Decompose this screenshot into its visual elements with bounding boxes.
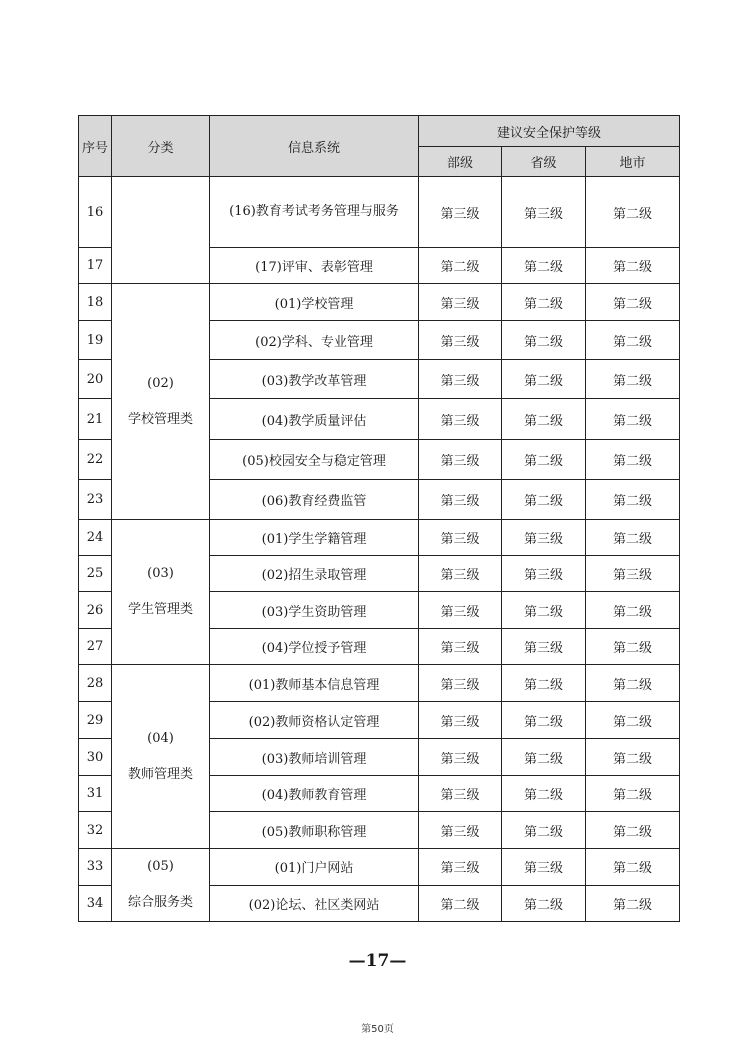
row-number: 26 [79,592,112,629]
ministry-level: 第三级 [419,177,502,248]
ministry-level: 第三级 [419,812,502,849]
city-level: 第二级 [586,739,680,776]
header-level-group: 建议安全保护等级 [419,116,680,147]
province-level: 第二级 [502,776,586,812]
category-name: 综合服务类 [127,895,193,910]
category-school [112,284,210,520]
system-name: (04)教学质量评估 [210,399,419,440]
table-row [79,177,680,248]
table-row [79,284,680,321]
city-level: 第二级 [586,629,680,665]
province-level: 第二级 [502,248,586,284]
table-row [79,665,680,702]
row-number: 31 [79,776,112,812]
category-code: (03) [147,566,174,581]
row-number: 30 [79,739,112,776]
city-level: 第二级 [586,248,680,284]
ministry-level: 第三级 [419,629,502,665]
ministry-level: 第三级 [419,480,502,520]
row-number: 18 [79,284,112,321]
province-level: 第二级 [502,702,586,739]
province-level: 第二级 [502,739,586,776]
city-level: 第二级 [586,776,680,812]
row-number: 34 [79,885,112,922]
system-name: (17)评审、表彰管理 [210,248,419,284]
system-name: (02)论坛、社区类网站 [210,885,419,922]
system-name: (04)学位授予管理 [210,629,419,665]
city-level: 第二级 [586,284,680,321]
city-level: 第二级 [586,177,680,248]
province-level: 第二级 [502,665,586,702]
ministry-level: 第三级 [419,739,502,776]
province-level: 第二级 [502,440,586,480]
system-name: (01)门户网站 [210,849,419,886]
city-level: 第二级 [586,321,680,360]
ministry-level: 第三级 [419,321,502,360]
row-number: 23 [79,480,112,520]
row-number: 28 [79,665,112,702]
ministry-level: 第三级 [419,665,502,702]
header-row [79,116,680,147]
province-level: 第三级 [502,177,586,248]
table-row [79,849,680,886]
category-code: (05) [147,859,174,874]
system-name: (03)学生资助管理 [210,592,419,629]
province-level: 第二级 [502,480,586,520]
ministry-level: 第二级 [419,248,502,284]
system-name: (02)教师资格认定管理 [210,702,419,739]
category-code: (02) [147,375,174,391]
category-student [112,520,210,665]
system-name: (01)学生学籍管理 [210,520,419,556]
row-number: 25 [79,556,112,592]
city-level: 第二级 [586,399,680,440]
category-code: (04) [147,730,174,746]
page-label: 第50页 [361,1024,394,1035]
province-level: 第三级 [502,556,586,592]
city-level: 第二级 [586,480,680,520]
header-province: 省级 [502,147,586,177]
system-name: (05)教师职称管理 [210,812,419,849]
ministry-level: 第三级 [419,284,502,321]
city-level: 第二级 [586,849,680,886]
row-number: 27 [79,629,112,665]
header-category: 分类 [112,116,210,177]
system-name: (03)教学改革管理 [210,360,419,399]
system-name: (01)教师基本信息管理 [210,665,419,702]
row-number: 20 [79,360,112,399]
header-system: 信息系统 [210,116,419,177]
page-number: —17— [348,951,407,971]
system-name: (02)招生录取管理 [210,556,419,592]
system-name: (05)校园安全与稳定管理 [210,440,419,480]
province-level: 第三级 [502,520,586,556]
row-number: 32 [79,812,112,849]
city-level: 第二级 [586,885,680,922]
row-number: 19 [79,321,112,360]
row-number: 17 [79,248,112,284]
category-name: 学生管理类 [127,602,193,617]
city-level: 第二级 [586,592,680,629]
row-number: 24 [79,520,112,556]
city-level: 第二级 [586,702,680,739]
row-number: 22 [79,440,112,480]
row-number: 21 [79,399,112,440]
province-level: 第二级 [502,885,586,922]
category-teacher [112,665,210,849]
province-level: 第三级 [502,629,586,665]
row-number: 33 [79,849,112,886]
ministry-level: 第三级 [419,776,502,812]
province-level: 第二级 [502,399,586,440]
ministry-level: 第三级 [419,702,502,739]
header-ministry: 部级 [419,147,502,177]
city-level: 第二级 [586,440,680,480]
system-name: (02)学科、专业管理 [210,321,419,360]
system-name: (01)学校管理 [210,284,419,321]
header-seq: 序号 [79,116,112,177]
category-name: 教师管理类 [127,766,193,782]
province-level: 第三级 [502,849,586,886]
city-level: 第三级 [586,556,680,592]
system-name: (16)教育考试考务管理与服务 [210,177,419,248]
province-level: 第二级 [502,592,586,629]
province-level: 第二级 [502,321,586,360]
category-service [112,849,210,922]
province-level: 第二级 [502,360,586,399]
system-name: (06)教育经费监管 [210,480,419,520]
ministry-level: 第三级 [419,592,502,629]
category-name: 学校管理类 [127,411,193,427]
category-cell-empty [112,177,210,284]
row-number: 16 [79,177,112,248]
system-name: (04)教师教育管理 [210,776,419,812]
city-level: 第二级 [586,665,680,702]
table-row [79,520,680,556]
ministry-level: 第三级 [419,440,502,480]
province-level: 第二级 [502,812,586,849]
city-level: 第二级 [586,520,680,556]
ministry-level: 第三级 [419,556,502,592]
header-city: 地市 [586,147,680,177]
ministry-level: 第三级 [419,849,502,886]
city-level: 第二级 [586,812,680,849]
ministry-level: 第三级 [419,399,502,440]
province-level: 第二级 [502,284,586,321]
ministry-level: 第二级 [419,885,502,922]
city-level: 第二级 [586,360,680,399]
ministry-level: 第三级 [419,360,502,399]
system-name: (03)教师培训管理 [210,739,419,776]
row-number: 29 [79,702,112,739]
ministry-level: 第三级 [419,520,502,556]
security-level-table [78,115,680,922]
